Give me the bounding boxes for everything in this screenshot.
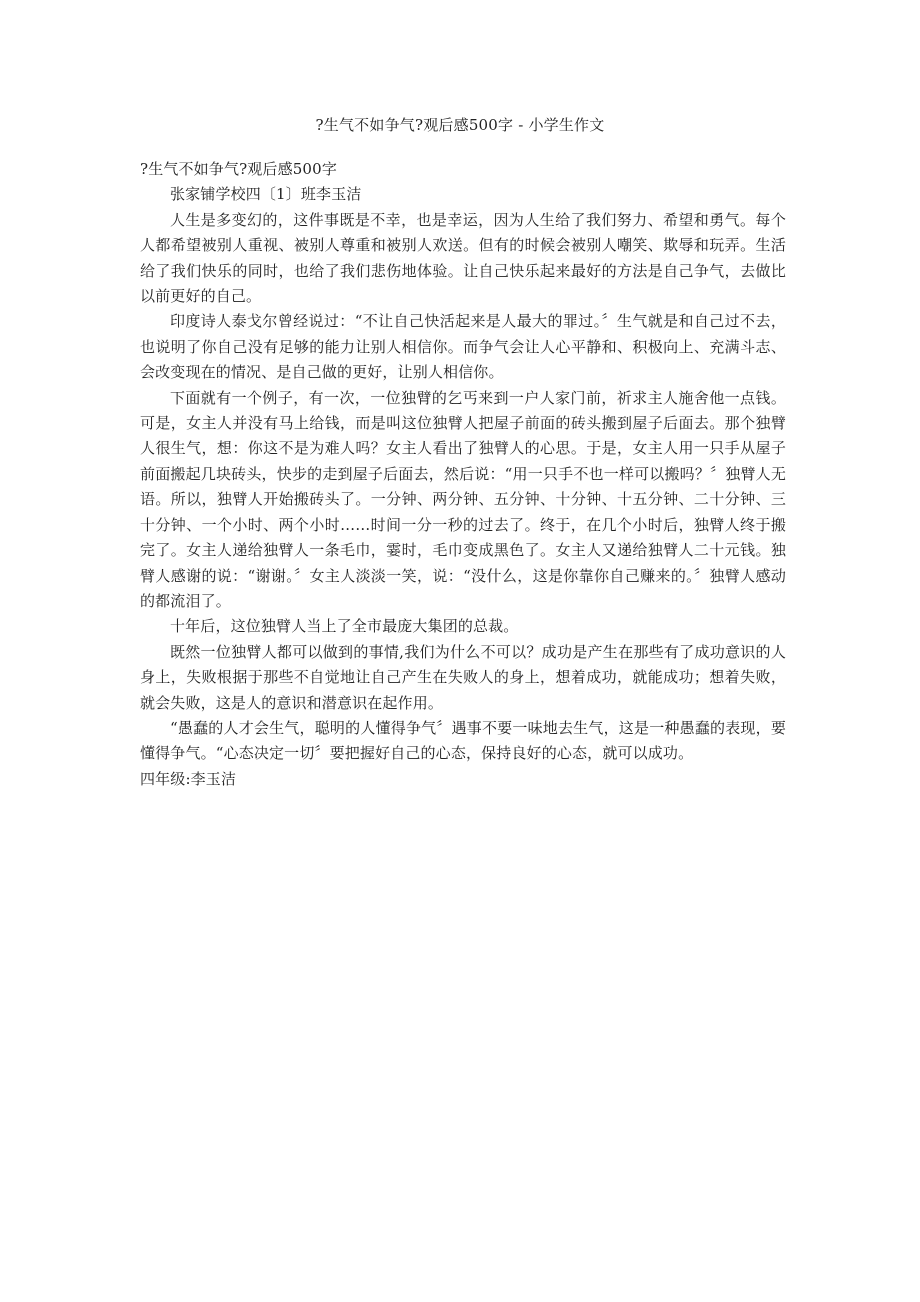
article-byline: 张家铺学校四〔1〕班李玉洁: [170, 185, 362, 204]
article-paragraph: 十年后，这位独臂人当上了全市最庞大集团的总裁。: [170, 617, 519, 636]
document-title: ?生气不如争气?观后感500字 - 小学生作文: [315, 116, 605, 134]
article-paragraph: 既然一位独臂人都可以做到的事情,我们为什么不可以？成功是产生在那些有了成功意识的人身上，失败根据于那些不自觉地让自己产生在失败人的身上，想着成功，就能成功；想着失败，就会失败，这是人的意识和潜意识在起作用。: [140, 642, 786, 712]
article-heading: ?生气不如争气?观后感500字: [140, 160, 337, 178]
article-body: [140, 157, 786, 792]
article-paragraph: 人生是多变幻的，这件事既是不幸，也是幸运，因为人生给了我们努力、希望和勇气。每个人都希望被别人重视、被别人尊重和被别人欢送。但有的时候会被别人嘲笑、欺辱和玩弄。生活给了我们快乐的同时，也给了我们悲伤地体验。让自己快乐起来最好的方法是自己争气，去做比以前更好的自己。: [140, 210, 786, 306]
article-footer: 四年级:李玉洁: [140, 769, 237, 788]
article-paragraph: “愚蠢的人才会生气，聪明的人懂得争气〞遇事不要一味地去生气，这是一种愚蠢的表现，要懂得争气。“心态决定一切〞要把握好自己的心态，保持良好的心态，就可以成功。: [140, 718, 786, 763]
article-paragraph: 下面就有一个例子，有一次，一位独臂的乞丐来到一户人家门前，祈求主人施舍他一点钱。可是，女主人并没有马上给钱，而是叫这位独臂人把屋子前面的砖头搬到屋子后面去。那个独臂人很生气，想：你这不是为难人吗？女主人看出了独臂人的心思。于是，女主人用一只手从屋子前面搬起几块砖头，快步的走到屋子后面去，然后说：“用一只手不也一样可以搬吗？〞独臂人无语。所以，独臂人开始搬砖头了。一分钟、两分钟、五分钟、十分钟、十五分钟、二十分钟、三十分钟、一个小时、两个小时……时间一分一秒的过去了。终于，在几个小时后，独臂人终于搬完了。女主人递给独臂人一条毛巾，霎时，毛巾变成黑色了。女主人又递给独臂人二十元钱。独臂人感谢的说：“谢谢。〞女主人淡淡一笑，说：“没什么，这是你靠你自己赚来的。〞独臂人感动的都流泪了。: [140, 388, 786, 610]
article-paragraph: 印度诗人泰戈尔曾经说过：“不让自己快活起来是人最大的罪过。〞生气就是和自己过不去，也说明了你自己没有足够的能力让别人相信你。而争气会让人心平静和、积极向上、充满斗志、会改变现在的情况、是自己做的更好，让别人相信你。: [140, 312, 786, 382]
